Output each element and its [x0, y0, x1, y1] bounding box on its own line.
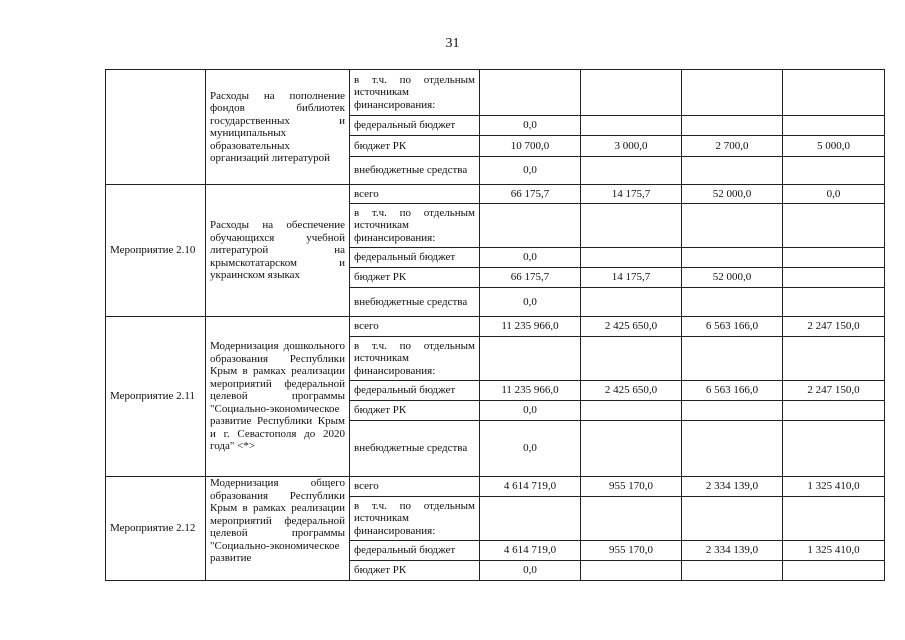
total-value	[480, 497, 581, 541]
funding-source: в т.ч. по отдельным источникам финансирования:	[350, 204, 480, 248]
year3-value: 5 000,0	[783, 136, 885, 157]
table-row	[106, 185, 885, 204]
year3-value: 2 247 150,0	[783, 381, 885, 401]
activity-description: Расходы на обеспечение обучающихся учебной литературой на крымскотатарском и украинском языках	[206, 185, 350, 317]
activity-label: Мероприятие 2.12	[106, 477, 206, 581]
table-row	[106, 70, 885, 116]
year2-value	[682, 401, 783, 421]
year1-value	[581, 288, 682, 317]
total-value: 0,0	[480, 401, 581, 421]
year2-value	[682, 248, 783, 268]
total-value: 0,0	[480, 561, 581, 581]
total-value: 10 700,0	[480, 136, 581, 157]
year2-value: 2 334 139,0	[682, 541, 783, 561]
table-row	[106, 477, 885, 497]
year3-value	[783, 116, 885, 136]
year2-value	[682, 204, 783, 248]
year2-value	[682, 421, 783, 477]
year2-value	[682, 157, 783, 185]
year1-value: 955 170,0	[581, 541, 682, 561]
year1-value	[581, 116, 682, 136]
funding-source: федеральный бюджет	[350, 116, 480, 136]
year1-value: 14 175,7	[581, 268, 682, 288]
funding-source: бюджет РК	[350, 268, 480, 288]
funding-source: всего	[350, 477, 480, 497]
year1-value	[581, 337, 682, 381]
year3-value	[783, 288, 885, 317]
funding-source: в т.ч. по отдельным источникам финансирования:	[350, 497, 480, 541]
funding-source: бюджет РК	[350, 136, 480, 157]
year1-value	[581, 401, 682, 421]
year2-value	[682, 288, 783, 317]
total-value: 66 175,7	[480, 268, 581, 288]
total-value: 0,0	[480, 288, 581, 317]
funding-source: бюджет РК	[350, 401, 480, 421]
total-value: 4 614 719,0	[480, 541, 581, 561]
year2-value: 6 563 166,0	[682, 381, 783, 401]
year1-value	[581, 70, 682, 116]
year2-value	[682, 70, 783, 116]
year3-value: 1 325 410,0	[783, 541, 885, 561]
year1-value	[581, 421, 682, 477]
funding-source: в т.ч. по отдельным источникам финансирования:	[350, 337, 480, 381]
total-value	[480, 70, 581, 116]
year1-value: 2 425 650,0	[581, 317, 682, 337]
year3-value	[783, 561, 885, 581]
funding-source: внебюджетные средства	[350, 421, 480, 477]
year3-value: 0,0	[783, 185, 885, 204]
activity-label: Мероприятие 2.11	[106, 317, 206, 477]
year3-value	[783, 337, 885, 381]
year2-value: 52 000,0	[682, 268, 783, 288]
year2-value: 2 334 139,0	[682, 477, 783, 497]
year3-value	[783, 268, 885, 288]
funding-source: федеральный бюджет	[350, 248, 480, 268]
total-value: 0,0	[480, 421, 581, 477]
year1-value	[581, 561, 682, 581]
funding-source: всего	[350, 185, 480, 204]
total-value: 0,0	[480, 116, 581, 136]
total-value: 11 235 966,0	[480, 317, 581, 337]
year3-value	[783, 248, 885, 268]
activity-description: Расходы на пополнение фондов библиотек государственных и муниципальных образовательных организаций литературой	[206, 70, 350, 185]
year3-value	[783, 157, 885, 185]
year2-value	[682, 337, 783, 381]
activity-description: Модернизация общего образования Республики Крым в рамках реализации мероприятий федеральной целевой программы "Социально-экономическое развитие	[206, 477, 350, 581]
year1-value: 3 000,0	[581, 136, 682, 157]
year1-value	[581, 157, 682, 185]
page-number: 31	[445, 36, 460, 51]
table-row	[106, 317, 885, 337]
year3-value	[783, 497, 885, 541]
year3-value: 2 247 150,0	[783, 317, 885, 337]
year2-value	[682, 561, 783, 581]
funding-source: внебюджетные средства	[350, 157, 480, 185]
year3-value	[783, 421, 885, 477]
year1-value: 14 175,7	[581, 185, 682, 204]
funding-source: внебюджетные средства	[350, 288, 480, 317]
activity-description: Модернизация дошкольного образования Республики Крым в рамках реализации мероприятий федеральной целевой программы "Социально-экономическое развитие Республики Крым и г. Севастополя до 2020 года" <*>	[206, 317, 350, 477]
activity-label	[106, 70, 206, 185]
year2-value: 2 700,0	[682, 136, 783, 157]
funding-source: федеральный бюджет	[350, 381, 480, 401]
year1-value	[581, 204, 682, 248]
funding-source: в т.ч. по отдельным источникам финансирования:	[350, 70, 480, 116]
funding-source: всего	[350, 317, 480, 337]
year1-value: 2 425 650,0	[581, 381, 682, 401]
year3-value	[783, 401, 885, 421]
total-value: 11 235 966,0	[480, 381, 581, 401]
funding-source: федеральный бюджет	[350, 541, 480, 561]
total-value: 66 175,7	[480, 185, 581, 204]
total-value	[480, 204, 581, 248]
funding-source: бюджет РК	[350, 561, 480, 581]
total-value	[480, 337, 581, 381]
year2-value: 52 000,0	[682, 185, 783, 204]
year3-value	[783, 70, 885, 116]
year2-value	[682, 116, 783, 136]
year1-value	[581, 497, 682, 541]
activity-label: Мероприятие 2.10	[106, 185, 206, 317]
budget-table	[105, 69, 885, 581]
year2-value	[682, 497, 783, 541]
total-value: 4 614 719,0	[480, 477, 581, 497]
year1-value	[581, 248, 682, 268]
year3-value	[783, 204, 885, 248]
total-value: 0,0	[480, 157, 581, 185]
year1-value: 955 170,0	[581, 477, 682, 497]
year2-value: 6 563 166,0	[682, 317, 783, 337]
year3-value: 1 325 410,0	[783, 477, 885, 497]
total-value: 0,0	[480, 248, 581, 268]
